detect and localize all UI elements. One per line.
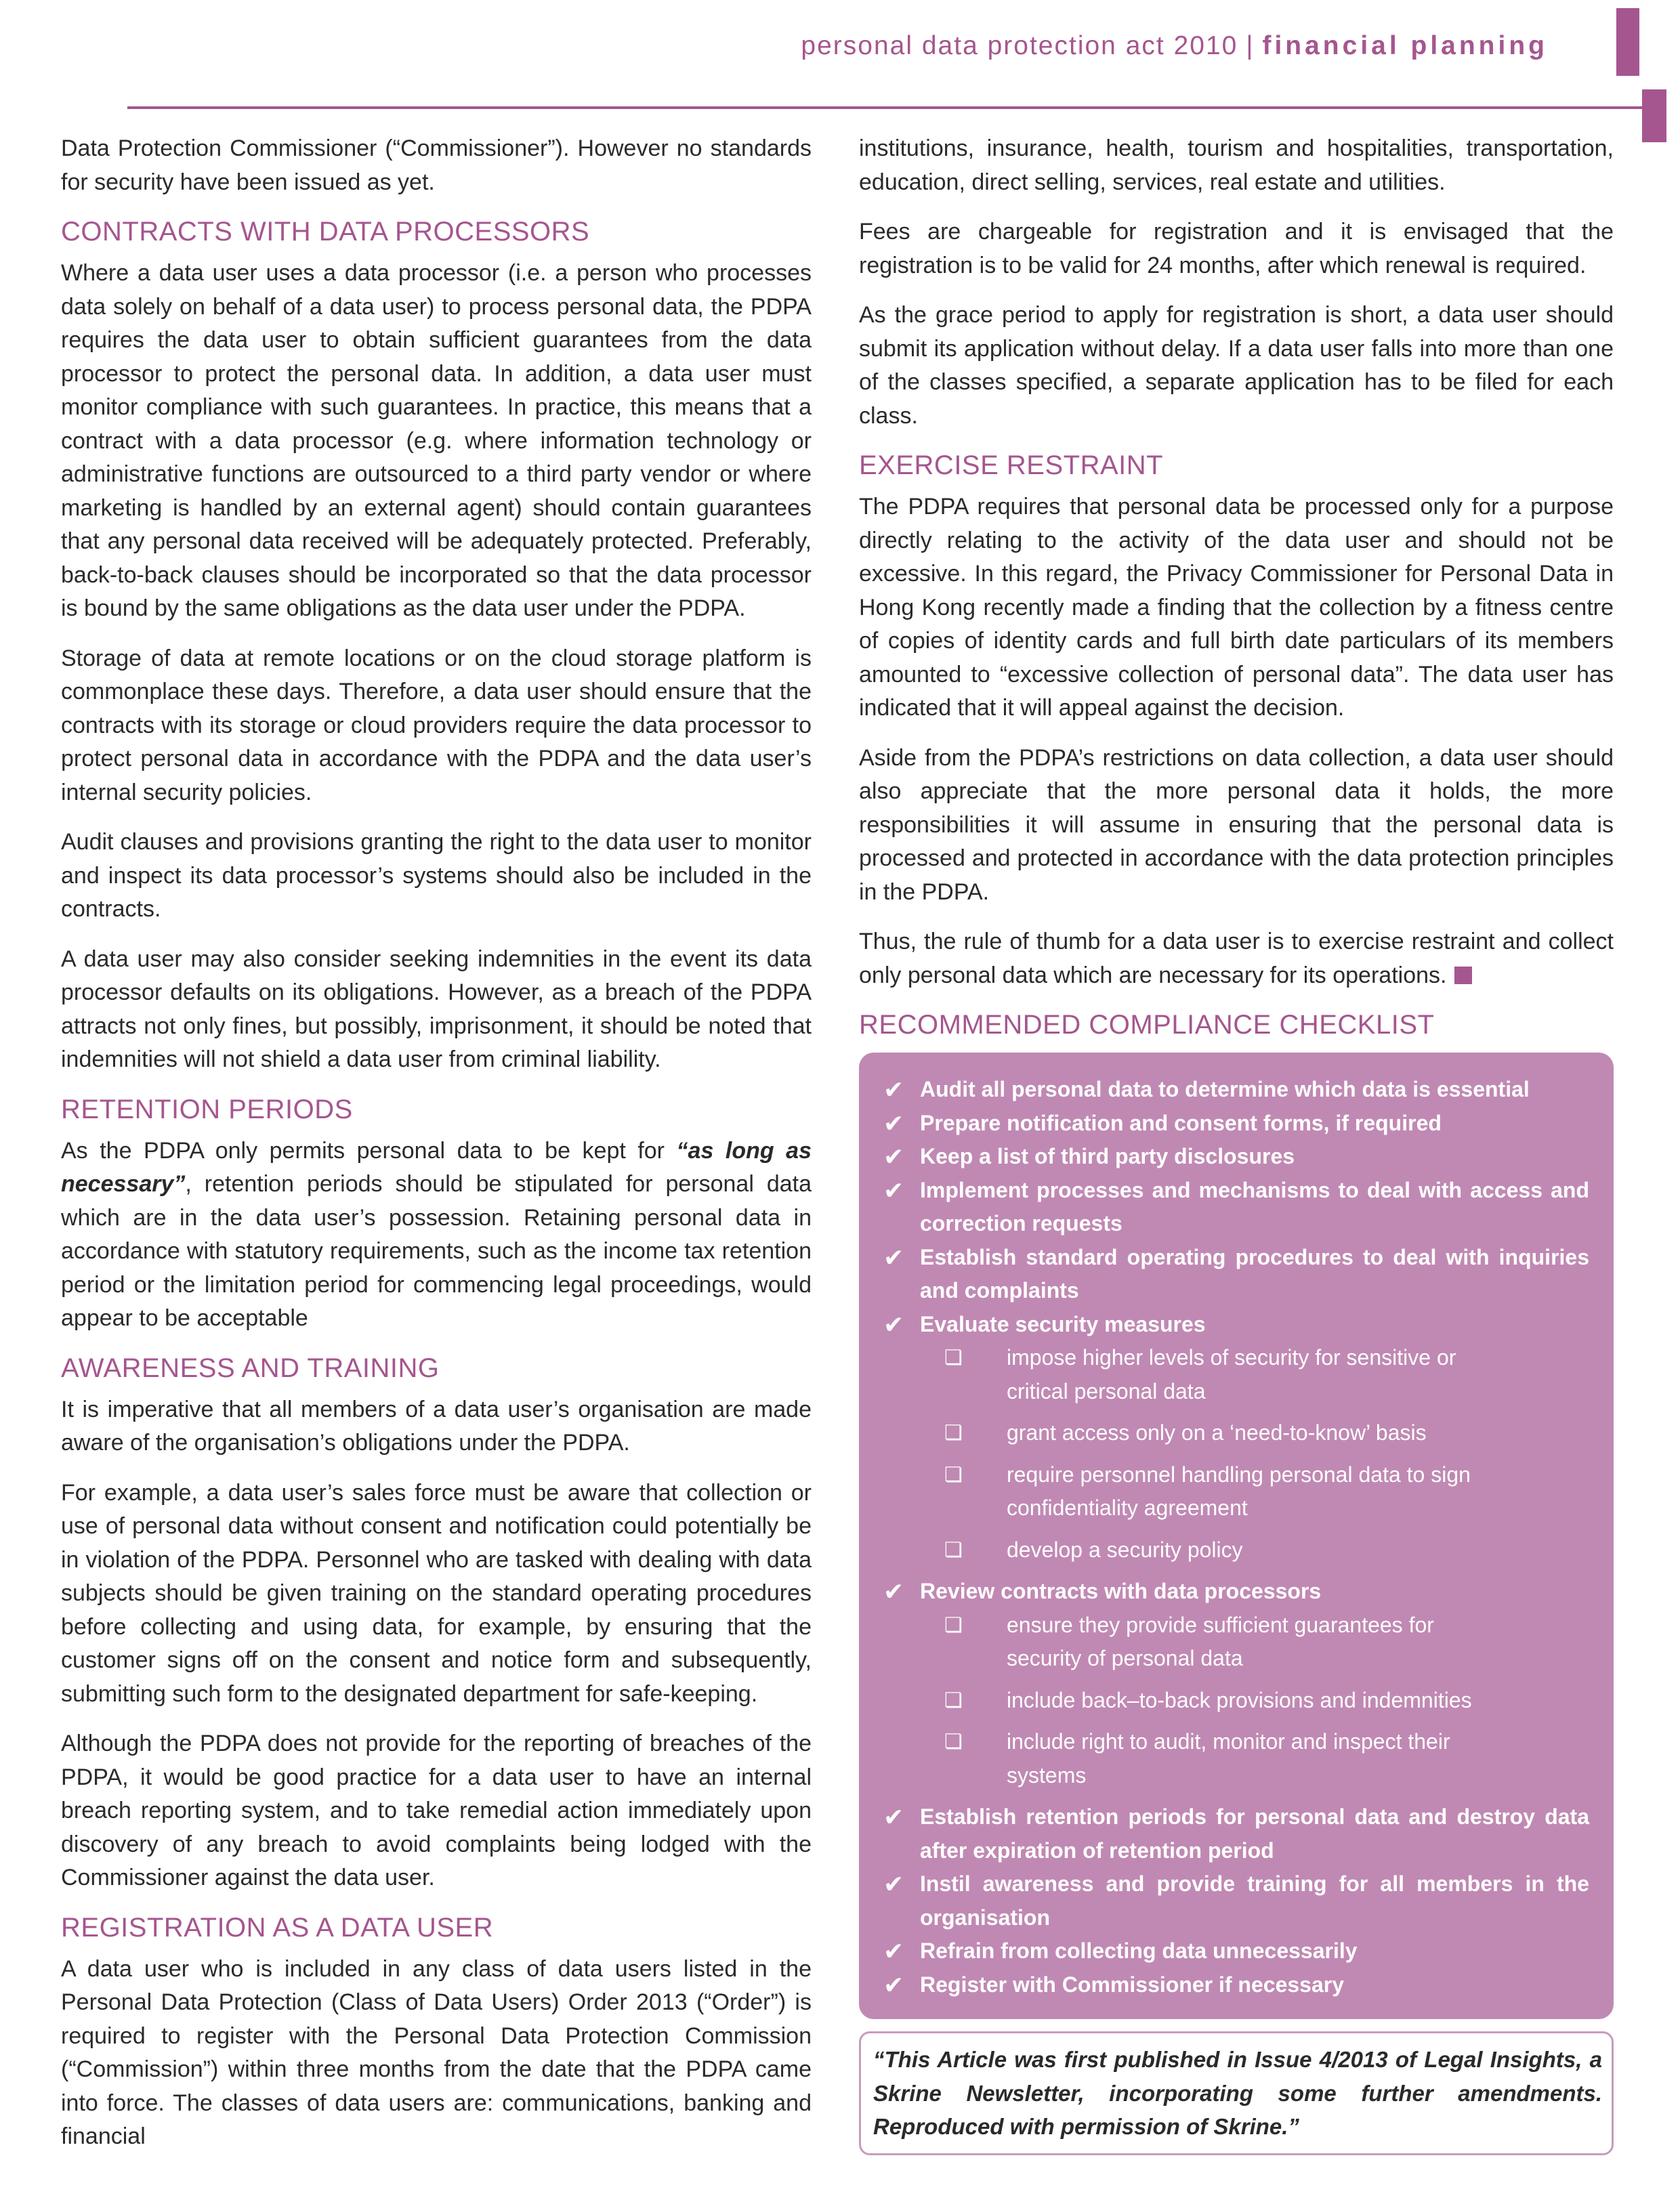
- checklist-subitem: [883, 1609, 1589, 1676]
- checklist-subitem-text: require personnel handling personal data to sign confidentiality agreement: [1007, 1462, 1471, 1520]
- box-bullet-icon: ❏: [944, 1538, 963, 1561]
- checklist-item-text: Audit all personal data to determine which data is essential: [920, 1077, 1530, 1101]
- checklist-item: [883, 1140, 1589, 1174]
- checklist-item-text: Establish retention periods for personal data and destroy data after expiration of retention period: [920, 1804, 1589, 1863]
- paragraph-restraint-3: [859, 925, 1614, 992]
- end-mark-square: [1454, 967, 1472, 984]
- checkmark-icon: ✔: [883, 1803, 904, 1831]
- checklist-item: [883, 1867, 1589, 1934]
- checkmark-icon: ✔: [883, 1937, 904, 1965]
- checklist-subitem: [883, 1684, 1589, 1718]
- checkmark-icon: ✔: [883, 1176, 904, 1204]
- checklist-item-text: Establish standard operating procedures to deal with inquiries and complaints: [920, 1244, 1589, 1303]
- checklist-item-text: Evaluate security measures: [920, 1311, 1206, 1336]
- header-rule: [127, 106, 1642, 109]
- reproduction-note: “This Article was first published in Issue 4/2013 of Legal Insights, a Skrine Newsletter, incorporating some further amendments. Reproduced with permission of Skrine.”: [859, 2031, 1614, 2155]
- checklist-item: [883, 1241, 1589, 1308]
- paragraph-awareness-1: It is imperative that all members of a data user’s organisation are made aware of the organisation’s obligations under the PDPA.: [61, 1396, 812, 1456]
- checklist-subitem-text: impose higher levels of security for sensitive or critical personal data: [1007, 1345, 1456, 1403]
- checkmark-icon: ✔: [883, 1870, 904, 1898]
- paragraph-contracts-4: A data user may also consider seeking indemnities in the event its data processor defaults on its obligations. However, as a breach of the PDPA attracts not only fines, but possibly, imprisonment, it should be noted that indemnities will not shield a data user from criminal liability.: [61, 946, 812, 1072]
- checkmark-icon: ✔: [883, 1076, 904, 1103]
- right-column: [859, 132, 1614, 2155]
- header-separator: |: [1246, 31, 1255, 60]
- checklist-subitem-text: grant access only on a ‘need-to-know’ basis: [1007, 1420, 1427, 1445]
- heading-restraint: EXERCISE RESTRAINT: [859, 450, 1164, 480]
- corner-accent-bar: [1616, 8, 1639, 76]
- paragraph-classes: institutions, insurance, health, tourism and hospitalities, transportation, education, direct selling, services, real estate and utilities.: [859, 135, 1614, 195]
- checklist-subitem: [883, 1341, 1589, 1408]
- retention-text-a: As the PDPA only permits personal data to be kept for: [61, 1137, 677, 1164]
- paragraph-awareness-2: For example, a data user’s sales force must be aware that collection or use of personal data without consent and notification could potentially be in violation of the PDPA. Personnel who are tasked with dealing with data subjects should be given training on the standard operating procedures before collecting and using data, for example, by ensuring that the customer signs off on the consent and notice form and subsequently, submitting such form to the designated department for safe-keeping.: [61, 1479, 812, 1707]
- checkmark-icon: ✔: [883, 1310, 904, 1338]
- checklist-subitem: [883, 1725, 1589, 1792]
- heading-awareness: AWARENESS AND TRAINING: [61, 1353, 440, 1383]
- checklist-subitem-text: include back–to-back provisions and indemnities: [1007, 1687, 1472, 1712]
- left-column: [61, 132, 812, 2170]
- paragraph-contracts-1: Where a data user uses a data processor (i.e. a person who processes data solely on behalf of a data user) to process personal data, the PDPA requires the data user to obtain sufficient guarantees from the data processor to protect the personal data. In addition, a data user must monitor compliance with such guarantees. In practice, this means that a contract with a data processor (e.g. where information technology or administrative functions are outsourced to a third party vendor or where marketing is handled by an external agent) should contain guarantees that any personal data received will be adequately protected. Preferably, back-to-back clauses should be incorporated so that the data processor is bound by the same obligations as the data user under the PDPA.: [61, 260, 812, 621]
- checklist-item: [883, 1073, 1589, 1107]
- checklist-item-text: Refrain from collecting data unnecessarily: [920, 1939, 1358, 1963]
- heading-checklist: RECOMMENDED COMPLIANCE CHECKLIST: [859, 1010, 1435, 1040]
- paragraph-restraint-2: Aside from the PDPA’s restrictions on data collection, a data user should also appreciate that the more personal data it holds, the more responsibilities it will assume in ensuring that the personal data is processed and protected in accordance with the data protection principles in the PDPA.: [859, 744, 1614, 905]
- checklist-subitem: [883, 1533, 1589, 1567]
- restraint-3-text: Thus, the rule of thumb for a data user is to exercise restraint and collect only personal data which are necessary for its operations.: [859, 929, 1614, 988]
- compliance-checklist-box: [859, 1053, 1614, 2019]
- checklist-subitem-text: include right to audit, monitor and inspect their systems: [1007, 1729, 1450, 1787]
- heading-contracts: CONTRACTS WITH DATA PROCESSORS: [61, 217, 590, 247]
- paragraph-retention: [61, 1135, 812, 1336]
- paragraph-contracts-3: Audit clauses and provisions granting the right to the data user to monitor and inspect its data processor’s systems should also be included in the contracts.: [61, 829, 812, 922]
- header-section: financial planning: [1262, 31, 1548, 60]
- checklist-item-text: Review contracts with data processors: [920, 1579, 1322, 1603]
- checkmark-icon: ✔: [883, 1243, 904, 1271]
- box-bullet-icon: ❏: [944, 1422, 963, 1444]
- retention-emphasis: “as long as necessary”: [61, 1137, 812, 1197]
- checklist-subitem: [883, 1416, 1589, 1450]
- checkmark-icon: ✔: [883, 1109, 904, 1137]
- paragraph-fees: Fees are chargeable for registration and it is envisaged that the registration is to be valid for 24 months, after which renewal is required.: [859, 219, 1614, 278]
- paragraph-grace: As the grace period to apply for registration is short, a data user should submit its application without delay. If a data user falls into more than one of the classes specified, a separate application has to be filed for each class.: [859, 302, 1614, 429]
- checklist-item: [883, 1968, 1589, 2002]
- checklist-item: [883, 1575, 1589, 1609]
- checklist-item-text: Register with Commissioner if necessary: [920, 1972, 1344, 1997]
- box-bullet-icon: ❏: [944, 1347, 963, 1369]
- box-bullet-icon: ❏: [944, 1463, 963, 1486]
- checklist-item-text: Instil awareness and provide training for all members in the organisation: [920, 1871, 1589, 1930]
- paragraph-registration: A data user who is included in any class of data users listed in the Personal Data Protection (Class of Data Users) Order 2013 (“Order”) is required to register with the Personal Data Protection Commission (“Commission”) within three months from the date that the PDPA came into force. The classes of data users are: communications, banking and financial: [61, 1955, 812, 2149]
- checkmark-icon: ✔: [883, 1970, 904, 1999]
- checklist-item: [883, 1934, 1589, 1968]
- box-bullet-icon: ❏: [944, 1613, 963, 1636]
- header-topic: personal data protection act 2010: [801, 31, 1238, 60]
- checkmark-icon: ✔: [883, 1578, 904, 1605]
- checklist-item-text: Keep a list of third party disclosures: [920, 1144, 1295, 1168]
- checklist-item: [883, 1107, 1589, 1141]
- heading-retention: RETENTION PERIODS: [61, 1094, 353, 1124]
- checkmark-icon: ✔: [883, 1143, 904, 1170]
- box-bullet-icon: ❏: [944, 1689, 963, 1712]
- checklist-item-text: Implement processes and mechanisms to deal with access and correction requests: [920, 1177, 1589, 1235]
- checklist-subitem: [883, 1458, 1589, 1525]
- box-bullet-icon: ❏: [944, 1731, 963, 1753]
- paragraph-awareness-3: Although the PDPA does not provide for the reporting of breaches of the PDPA, it would be good practice for a data user to have an internal breach reporting system, and to take remedial action immediately upon discovery of any breach to avoid complaints being lodged with the Commissioner against the data user.: [61, 1731, 812, 1890]
- paragraph-restraint-1: The PDPA requires that personal data be processed only for a purpose directly relating to the activity of the data user and should not be excessive. In this regard, the Privacy Commissioner for Personal Data in Hong Kong recently made a finding that the collection by a fitness centre of copies of identity cards and full birth date particulars of its members amounted to “excessive collection of personal data”. The data user has indicated that it will appeal against the decision.: [859, 494, 1614, 721]
- checklist-subitem-text: develop a security policy: [1007, 1537, 1243, 1562]
- checklist-item: [883, 1308, 1589, 1342]
- heading-registration: REGISTRATION AS A DATA USER: [61, 1912, 494, 1943]
- checklist-item: [883, 1800, 1589, 1867]
- checklist-subitem-text: ensure they provide sufficient guarantees for security of personal data: [1007, 1612, 1434, 1670]
- checklist-item: [883, 1174, 1589, 1241]
- checklist-item-text: Prepare notification and consent forms, if required: [920, 1110, 1442, 1135]
- running-header: [801, 31, 1548, 61]
- paragraph-contracts-2: Storage of data at remote locations or on the cloud storage platform is commonplace these days. Therefore, a data user should ensure that the contracts with its storage or cloud providers require the data processor to protect personal data in accordance with the PDPA and the data user’s internal security policies.: [61, 645, 812, 805]
- corner-accent-square: [1642, 89, 1666, 142]
- retention-text-b: , retention periods should be stipulated for personal data which are in the data user’s possession. Retaining personal data in accordance with statutory requirements, such as the income tax retention period or the limitation period for commencing legal proceedings, would appear to be acceptable: [61, 1171, 812, 1331]
- paragraph-intro: Data Protection Commissioner (“Commissioner”). However no standards for security have been issued as yet.: [61, 135, 812, 195]
